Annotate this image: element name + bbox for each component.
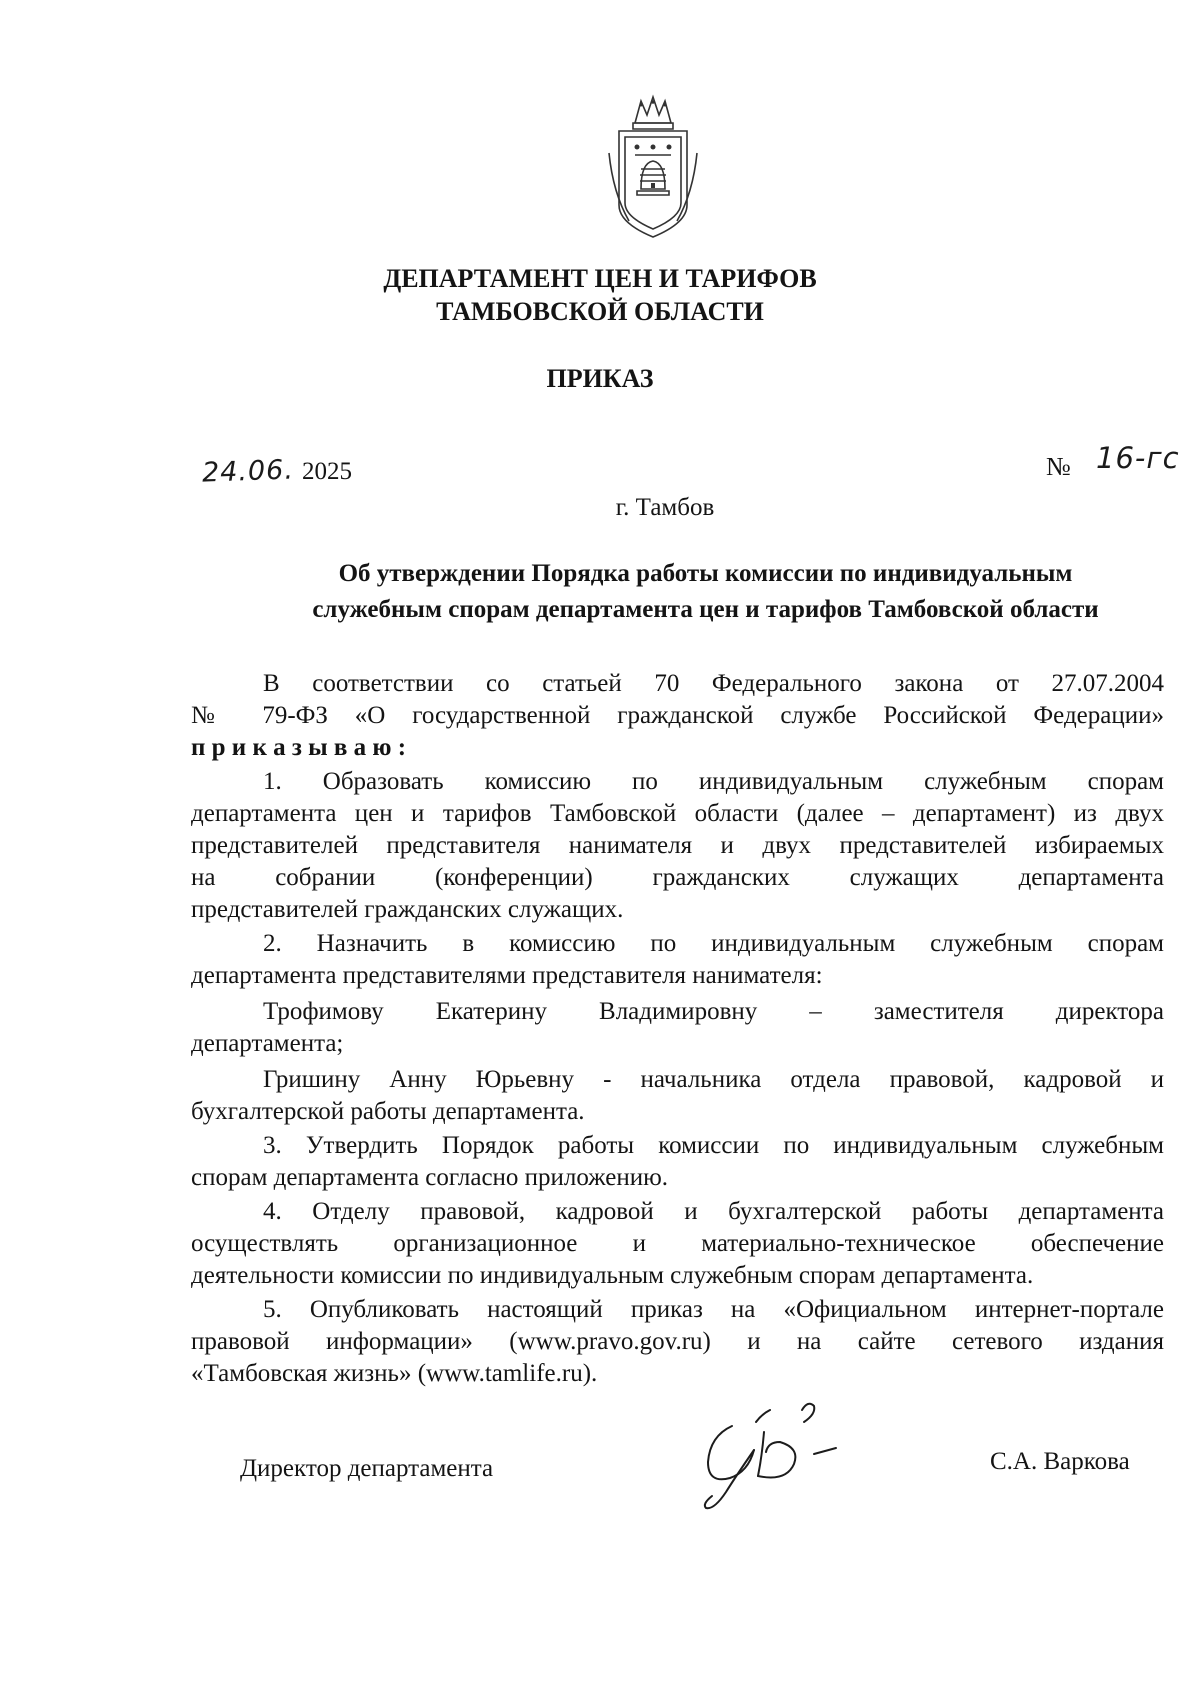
body-line: № 79-ФЗ «О государственной гражданской службе Российской Федерации» [191, 702, 1164, 729]
number-sign: № [1046, 452, 1071, 481]
order-verb: п р и к а з ы в а ю : [191, 734, 407, 761]
department-region: ТАМБОВСКОЙ ОБЛАСТИ [436, 297, 764, 326]
director-name: С.А. Варкова [990, 1448, 1130, 1475]
body-line: департамента представителями представителя нанимателя: [191, 962, 823, 989]
document-subject-line-2: служебным спорам департамента цен и тарифов Тамбовской области [312, 596, 1099, 623]
body-line: 4. Отделу правовой, кадровой и бухгалтерской работы департамента [263, 1198, 1164, 1225]
body-line: «Тамбовская жизнь» (www.tamlife.ru). [191, 1360, 598, 1387]
signature-icon [696, 1392, 868, 1514]
department-name: ДЕПАРТАМЕНТ ЦЕН И ТАРИФОВ [383, 264, 817, 293]
body-line: осуществлять организационное и материально-техническое обеспечение [191, 1230, 1164, 1257]
handwritten-number: 16-гс [1096, 441, 1180, 475]
body-line: департамента; [191, 1030, 344, 1057]
city: г. Тамбов [615, 494, 715, 521]
coat-of-arms-icon [607, 93, 699, 241]
body-line: 3. Утвердить Порядок работы комиссии по индивидуальным служебным [263, 1132, 1164, 1159]
body-line: правовой информации» (www.pravo.gov.ru) и на сайте сетевого издания [191, 1328, 1164, 1355]
body-line: 1. Образовать комиссию по индивидуальным служебным спорам [263, 768, 1164, 795]
body-line: бухгалтерской работы департамента. [191, 1098, 585, 1125]
document-year: 2025 [302, 458, 352, 485]
document-type: ПРИКАЗ [546, 364, 654, 393]
body-line: В соответствии со статьей 70 Федерального закона от 27.07.2004 [263, 670, 1164, 697]
body-line: деятельности комиссии по индивидуальным служебным спорам департамента. [191, 1262, 1034, 1289]
body-line: Гришину Анну Юрьевну - начальника отдела правовой, кадровой и [263, 1066, 1164, 1093]
body-line: 5. Опубликовать настоящий приказ на «Официальном интернет-портале [263, 1296, 1164, 1323]
body-line: департамента цен и тарифов Тамбовской области (далее – департамент) из двух [191, 800, 1164, 827]
body-line: представителей представителя нанимателя и двух представителей избираемых [191, 832, 1164, 859]
body-line: 2. Назначить в комиссию по индивидуальным служебным спорам [263, 930, 1164, 957]
handwritten-date: 24.06. [201, 454, 295, 489]
director-title: Директор департамента [240, 1455, 494, 1482]
body-line: Трофимову Екатерину Владимировну – заместителя директора [263, 998, 1164, 1025]
body-line: представителей гражданских служащих. [191, 896, 624, 923]
body-line: на собрании (конференции) гражданских служащих департамента [191, 864, 1164, 891]
document-subject-line-1: Об утверждении Порядка работы комиссии по индивидуальным [338, 560, 1073, 587]
body-line: спорам департамента согласно приложению. [191, 1164, 669, 1191]
